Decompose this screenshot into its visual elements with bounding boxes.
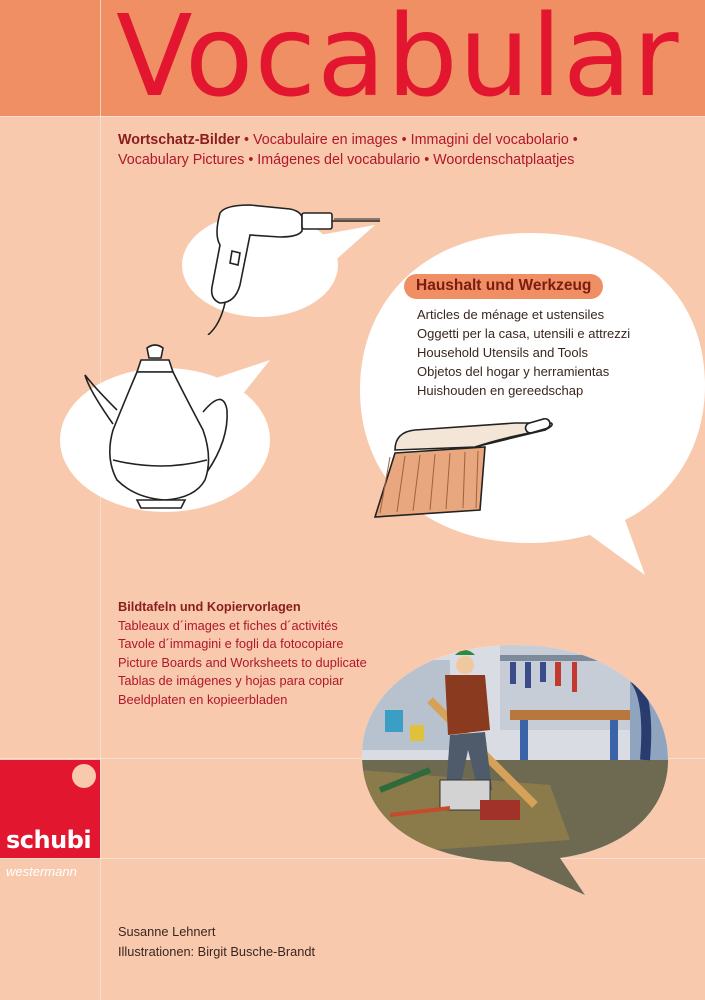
subtitle-lead: Wortschatz-Bilder <box>118 132 241 148</box>
publisher-name: schubi <box>6 826 92 854</box>
teapot-bubble <box>55 340 275 520</box>
theme-translation: Oggetti per la casa, utensili e attrezzi <box>417 326 631 341</box>
theme-translation: Huishouden en gereedschap <box>417 383 584 398</box>
materials-line: Tablas de imágenes y hojas para copiar <box>118 673 344 688</box>
page-title: Vocabular <box>116 0 680 122</box>
materials-line: Beeldplaten en kopieerbladen <box>118 691 288 707</box>
illustrator: Illustrationen: Birgit Busche-Brandt <box>118 944 316 959</box>
subtitle-line2: Vocabulary Pictures • Imágenes del vocabulario • Woordenschatplaatjes <box>118 152 575 168</box>
subtitle <box>118 130 678 170</box>
credits <box>118 922 315 962</box>
publisher-sub: westermann <box>6 864 77 879</box>
theme-translation: Household Utensils and Tools <box>417 345 589 360</box>
materials-line: Tavole d´immagini e fogli da fotocopiare <box>118 636 344 651</box>
theme-title: Haushalt und Werkzeug <box>404 274 603 299</box>
workshop-illustration <box>360 640 670 900</box>
theme-translation: Articles de ménage et ustensiles <box>417 307 605 322</box>
materials-block <box>118 598 367 709</box>
drill-bubble <box>180 195 380 335</box>
logo-dot-icon <box>72 764 96 788</box>
workshop-bubble <box>360 640 670 900</box>
author: Susanne Lehnert <box>118 924 216 939</box>
materials-line: Picture Boards and Worksheets to duplicate <box>118 654 367 670</box>
theme-translations <box>404 305 704 400</box>
theme-block <box>404 274 704 400</box>
theme-translation: Objetos del hogar y herramientas <box>417 364 610 379</box>
subtitle-line1: • Vocabulaire en images • Immagini del vocabolario • <box>240 132 578 148</box>
materials-title: Bildtafeln und Kopiervorlagen <box>118 599 301 614</box>
materials-line: Tableaux d´images et fiches d´activités <box>118 617 338 633</box>
